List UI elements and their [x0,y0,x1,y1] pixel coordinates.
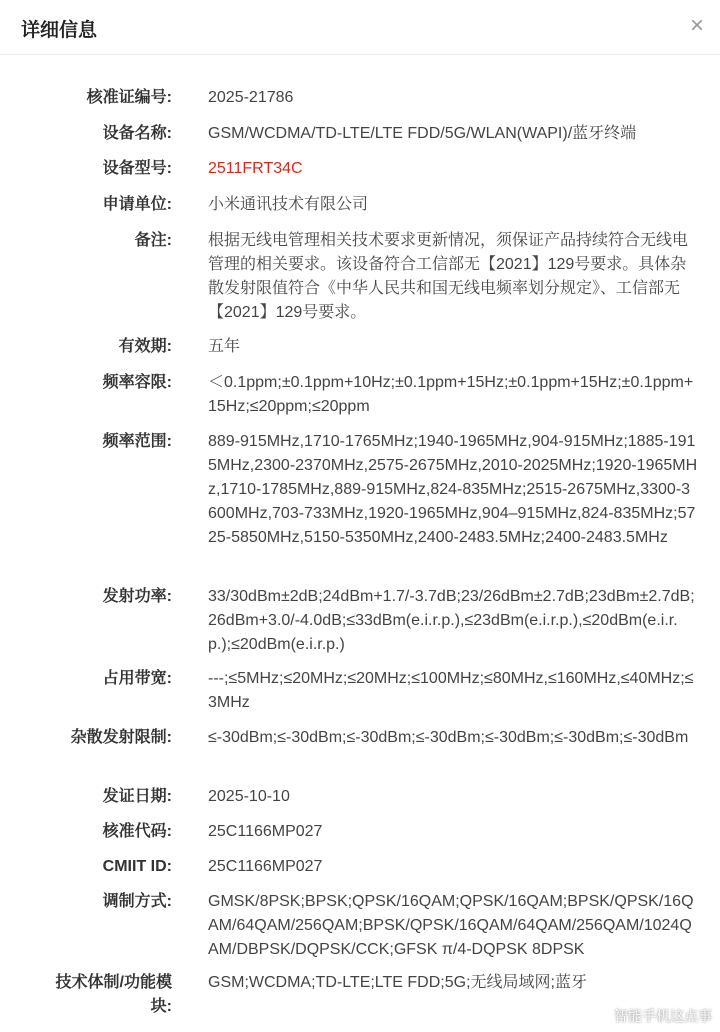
row-transmit-power [0,585,720,667]
watermark: 智能手机这点事 [614,1008,712,1024]
row-remarks [0,229,720,335]
field-value: GSM;WCDMA;TD-LTE;LTE FDD;5G;无线局域网;蓝牙 [208,974,587,991]
field-value: 33/30dBm±2dB;24dBm+1.7/-3.7dB;23/26dBm±2.7dB;23dBm±2.7dB;26dBm+3.0/-4.0dB;≤33dBm(e.i.r.p.),≤23dBm(e.i.r.p.),≤20dBm(e.i.r.p.);≤20dBm(e.i.r.p.) [208,588,695,653]
field-value: 根据无线电管理相关技术要求更新情况，须保证产品持续符合无线电管理的相关要求。该设备符合工信部无【2021】129号要求。具体杂散发射限值符合《中华人民共和国无线电频率划分规定》、工信部无【2021】129号要求。 [208,232,689,321]
field-value: 五年 [208,338,241,355]
row-spurious-emission [0,726,720,785]
row-validity [0,335,720,371]
row-device-model [0,157,720,193]
field-value: GSM/WCDMA/TD-LTE/LTE FDD/5G/WLAN(WAPI)/蓝牙终端 [208,125,637,142]
field-label: 备注: [134,232,172,249]
field-value: ---;≤5MHz;≤20MHz;≤20MHz;≤100MHz;≤80MHz,≤160MHz,≤40MHz;≤3MHz [208,670,694,711]
field-label: 设备型号: [102,160,172,177]
field-label: CMIIT ID: [102,858,172,875]
close-icon[interactable]: × [689,12,704,39]
field-label: 有效期: [118,338,172,355]
row-approval-code [0,820,720,855]
field-label: 发证日期: [102,788,172,805]
field-value: ≤-30dBm;≤-30dBm;≤-30dBm;≤-30dBm;≤-30dBm;≤-30dBm;≤-30dBm [208,729,689,746]
row-modulation [0,890,720,971]
field-label: 设备名称: [102,125,172,142]
field-label: 频率范围: [102,433,172,450]
dialog-header [0,0,720,55]
field-label: 调制方式: [102,893,172,910]
field-value: 小米通讯技术有限公司 [208,196,369,213]
row-frequency-range [0,430,720,585]
field-value: ＜0.1ppm;±0.1ppm+10Hz;±0.1ppm+15Hz;±0.1ppm+15Hz;±0.1ppm+15Hz;≤20ppm;≤20ppm [208,374,694,415]
row-approval-number [0,86,720,122]
field-label: 申请单位: [102,196,172,213]
row-cmiit-id [0,855,720,890]
row-issue-date [0,785,720,820]
field-value: 25C1166MP027 [208,858,323,875]
row-device-name [0,122,720,157]
field-value: 25C1166MP027 [208,823,323,840]
field-value: 2025-10-10 [208,788,290,805]
field-label: 频率容限: [102,374,172,391]
field-value: 889-915MHz,1710-1765MHz;1940-1965MHz,904-915MHz;1885-1915MHz,2300-2370MHz,2575-2675MHz,2010-2025MHz;1920-1965MHz,1710-1785MHz,889-915MHz,824-835MHz;2515-2675MHz,3300-3600MHz,703-733MHz,1920-1965MHz,904–915MHz,824-835MHz;5725-5850MHz,5150-5350MHz,2400-2483.5MHz;2400-2483.5MHz [208,433,698,546]
field-label: 杂散发射限制: [70,729,172,746]
field-label: 技术体制/功能模块: [55,974,172,1015]
device-model-value: 2511FRT34C [208,160,303,177]
detail-list [0,86,720,1021]
row-frequency-tolerance [0,371,720,430]
row-occupied-bandwidth [0,667,720,726]
dialog-title: 详细信息 [21,20,98,41]
field-label: 核准代码: [102,823,172,840]
field-label: 核准证编号: [86,89,172,106]
field-value: GMSK/8PSK;BPSK;QPSK/16QAM;QPSK/16QAM;BPSK/QPSK/16QAM/64QAM/256QAM;BPSK/QPSK/16QAM/64QAM/256QAM/1024QAM/DBPSK/DQPSK/CCK;GFSK π/4-DQPSK 8DPSK [208,893,694,958]
row-technology-module [0,971,720,1021]
field-label: 占用带宽: [102,670,172,687]
field-value: 2025-21786 [208,89,294,106]
field-label: 发射功率: [102,588,172,605]
row-applicant [0,193,720,229]
